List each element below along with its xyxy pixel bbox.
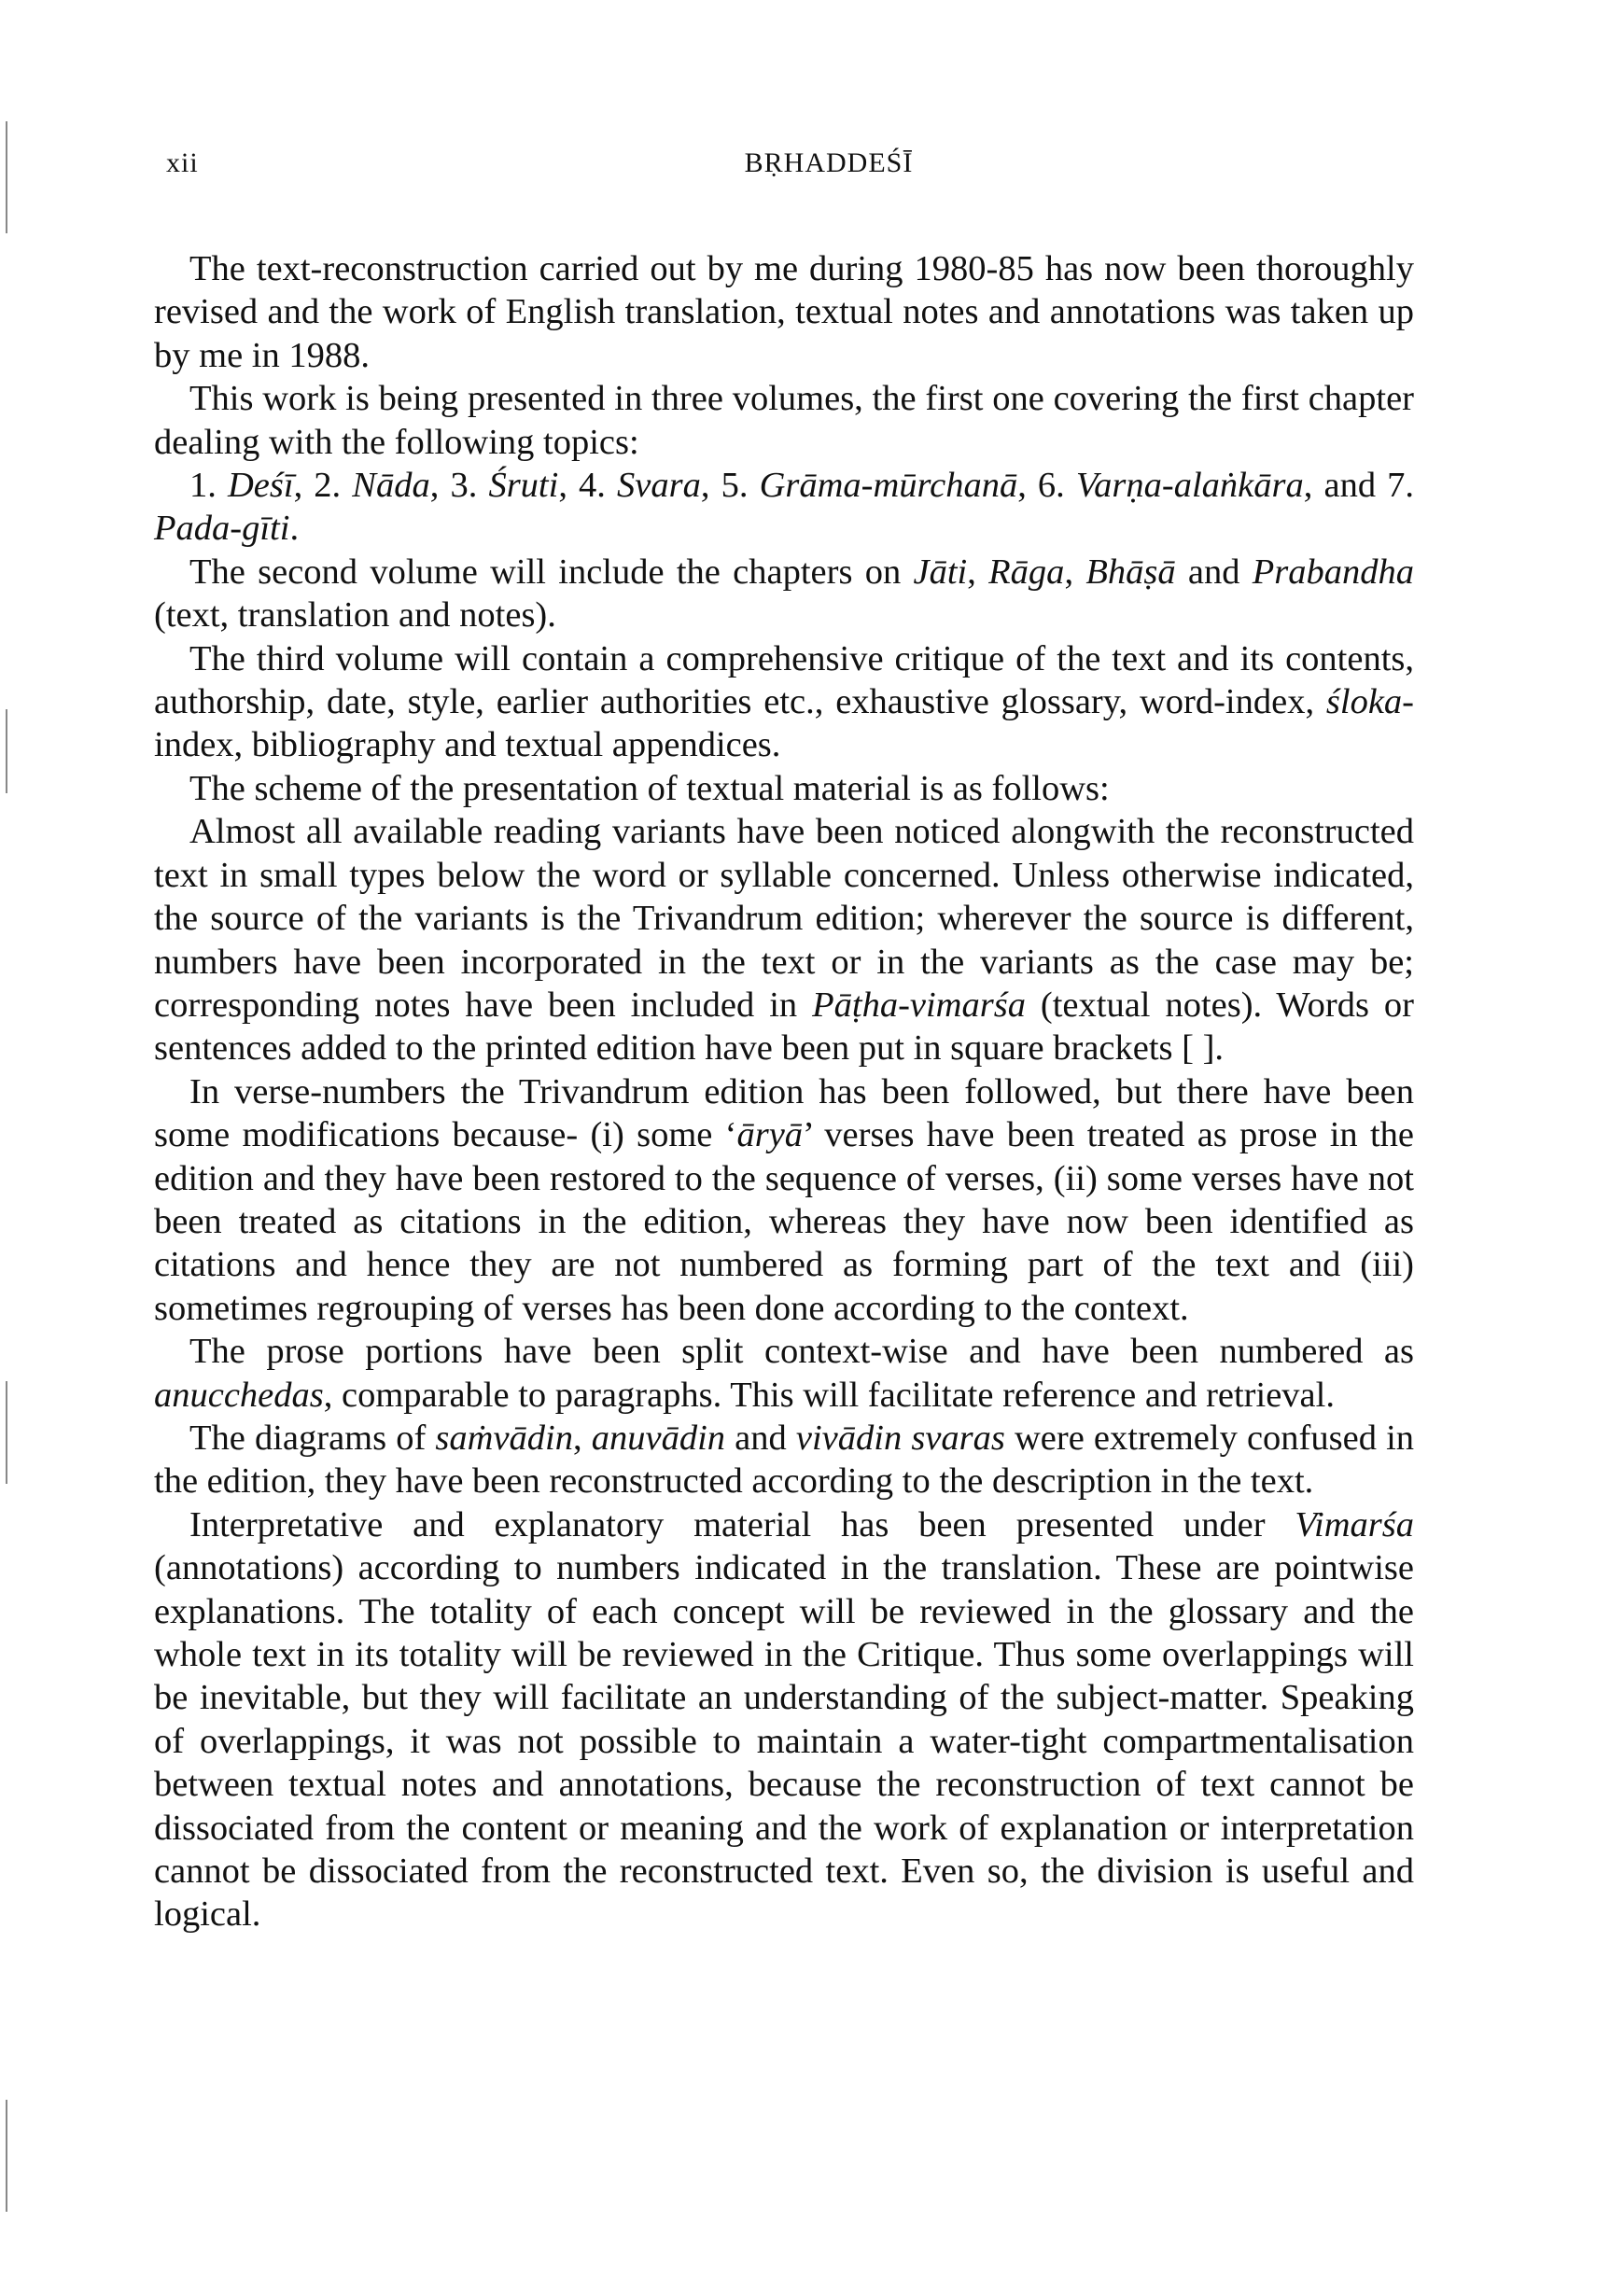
text-run: and: [1175, 552, 1253, 592]
scan-edge-mark: [6, 1381, 7, 1484]
italic-term: saṁvādin: [435, 1418, 573, 1458]
italic-term: anucchedas: [154, 1375, 324, 1415]
text-run: ,: [573, 1418, 592, 1458]
paragraph: [154, 247, 1414, 377]
italic-term: Deśī: [227, 466, 294, 506]
text-run: , 2.: [293, 466, 353, 506]
paragraph: [154, 464, 1414, 551]
page-header: [166, 147, 1407, 185]
text-run: Interpretative and explanatory material has been presented under: [189, 1504, 1295, 1544]
text-run: ,: [967, 552, 989, 592]
italic-term: Grāma-mūrchanā: [759, 466, 1018, 506]
text-run: index, bibliography and textual appendices.: [154, 725, 781, 765]
scan-edge-mark: [6, 2100, 7, 2212]
scan-edge-mark: [6, 121, 7, 233]
text-run: (annotations) according to numbers indicated in the translation. These are pointwise explanations. The totality of each concept will be reviewed in the glossary and the whole text in its totality will be reviewed in the Critique. Thus some overlappings will be inevitable, but they will facilitate an understanding of the subject-matter. Speaking of overlappings, it was not possible to maintain a water-tight compartmentalisation between textual notes and annotations, because the reconstruction of text cannot be dissociated from the content or meaning and the work of explanation or interpretation cannot be dissociated from the reconstructed text. Even so, the division is useful and logical.: [154, 1548, 1414, 1935]
italic-term: Bhāṣā: [1085, 552, 1176, 592]
italic-term: Rāga: [988, 552, 1065, 592]
paragraph: [154, 1503, 1414, 1936]
text-run: The prose portions have been split context-wise and have been numbered as: [189, 1332, 1414, 1372]
text-run: , comparable to paragraphs. This will facilitate reference and retrieval.: [323, 1375, 1335, 1415]
text-run: The scheme of the presentation of textual material is as follows:: [189, 768, 1110, 808]
italic-term: Jāti: [913, 552, 968, 592]
paragraph: [154, 637, 1414, 767]
italic-term: Prabandha: [1252, 552, 1414, 592]
paragraph: [154, 1417, 1414, 1503]
text-run: The text-reconstruction carried out by me during 1980-85 has now been thoroughly revised and the work of English translation, textual notes and annotations was taken up by me in 1988.: [154, 249, 1414, 375]
italic-term: Nāda: [352, 466, 430, 506]
paragraph: [154, 1330, 1414, 1417]
text-run: , 5.: [700, 466, 760, 506]
text-run: The third volume will contain a comprehensive critique of the text and its contents, authorship, date, style, earlier authorities etc., exhaustive glossary, word-index,: [154, 638, 1414, 722]
running-title: BṚHADDEŚĪ: [744, 147, 914, 178]
text-run: (text, translation and notes).: [154, 595, 556, 636]
text-run: Almost all available reading variants have been noticed alongwith the reconstructed text in small types below the word or syllable concerned. Unless otherwise indicated, the source of the variants is the Trivandrum edition; wherever the source is different, numbers have been incorporated in the text or in the variants as the case may be; corresponding notes have been included in: [154, 812, 1414, 1025]
text-run: , and 7.: [1303, 466, 1415, 506]
text-run: .: [289, 509, 300, 549]
body-text: [154, 247, 1414, 1936]
text-run: This work is being presented in three volumes, the first one covering the first chapter dealing with the following topics:: [154, 379, 1414, 462]
text-run: and: [725, 1418, 796, 1458]
italic-term: śloka-: [1325, 682, 1414, 722]
text-run: (textual notes). Words or sentences added to the printed edition have been put in square brackets [ ].: [154, 985, 1414, 1069]
text-run: , 6.: [1017, 466, 1076, 506]
italic-term: Pada-gīti: [154, 509, 290, 549]
text-run: , 4.: [558, 466, 618, 506]
text-run: The diagrams of: [189, 1418, 436, 1458]
italic-term: vivādin svaras: [795, 1418, 1005, 1458]
paragraph: [154, 767, 1414, 810]
text-run: were extremely confused in the edition, they have been reconstructed according to the description in the text.: [154, 1418, 1415, 1502]
text-run: In verse-numbers the Trivandrum edition has been followed, but there have been some modifications because- (i) some ‘: [154, 1071, 1414, 1155]
text-run: , 3.: [429, 466, 489, 506]
italic-term: Pāṭha-vimarśa: [812, 985, 1026, 1025]
italic-term: Svara: [617, 466, 701, 506]
paragraph: [154, 1070, 1414, 1330]
italic-term: Varṇa-alaṅkāra: [1075, 466, 1304, 506]
text-run: ,: [1064, 552, 1086, 592]
scan-edge-mark: [6, 709, 7, 793]
italic-term: Vimarśa: [1295, 1504, 1414, 1544]
paragraph: [154, 810, 1414, 1069]
italic-term: Śruti: [488, 466, 559, 506]
italic-term: āryā: [736, 1115, 804, 1155]
paragraph: [154, 551, 1414, 637]
text-run: 1.: [189, 466, 228, 506]
italic-term: anuvādin: [591, 1418, 726, 1458]
text-run: ’ verses have been treated as prose in the edition and they have been restored to the sequence of verses, (ii) some verses have not been treated as citations in the edition, whereas they have now been identified as citations and hence they are not numbered as forming part of the text and (iii) sometimes regrouping of verses has been done according to the context.: [154, 1115, 1414, 1328]
page-number: xii: [166, 147, 199, 178]
text-run: The second volume will include the chapters on: [189, 552, 914, 592]
paragraph: [154, 377, 1414, 464]
